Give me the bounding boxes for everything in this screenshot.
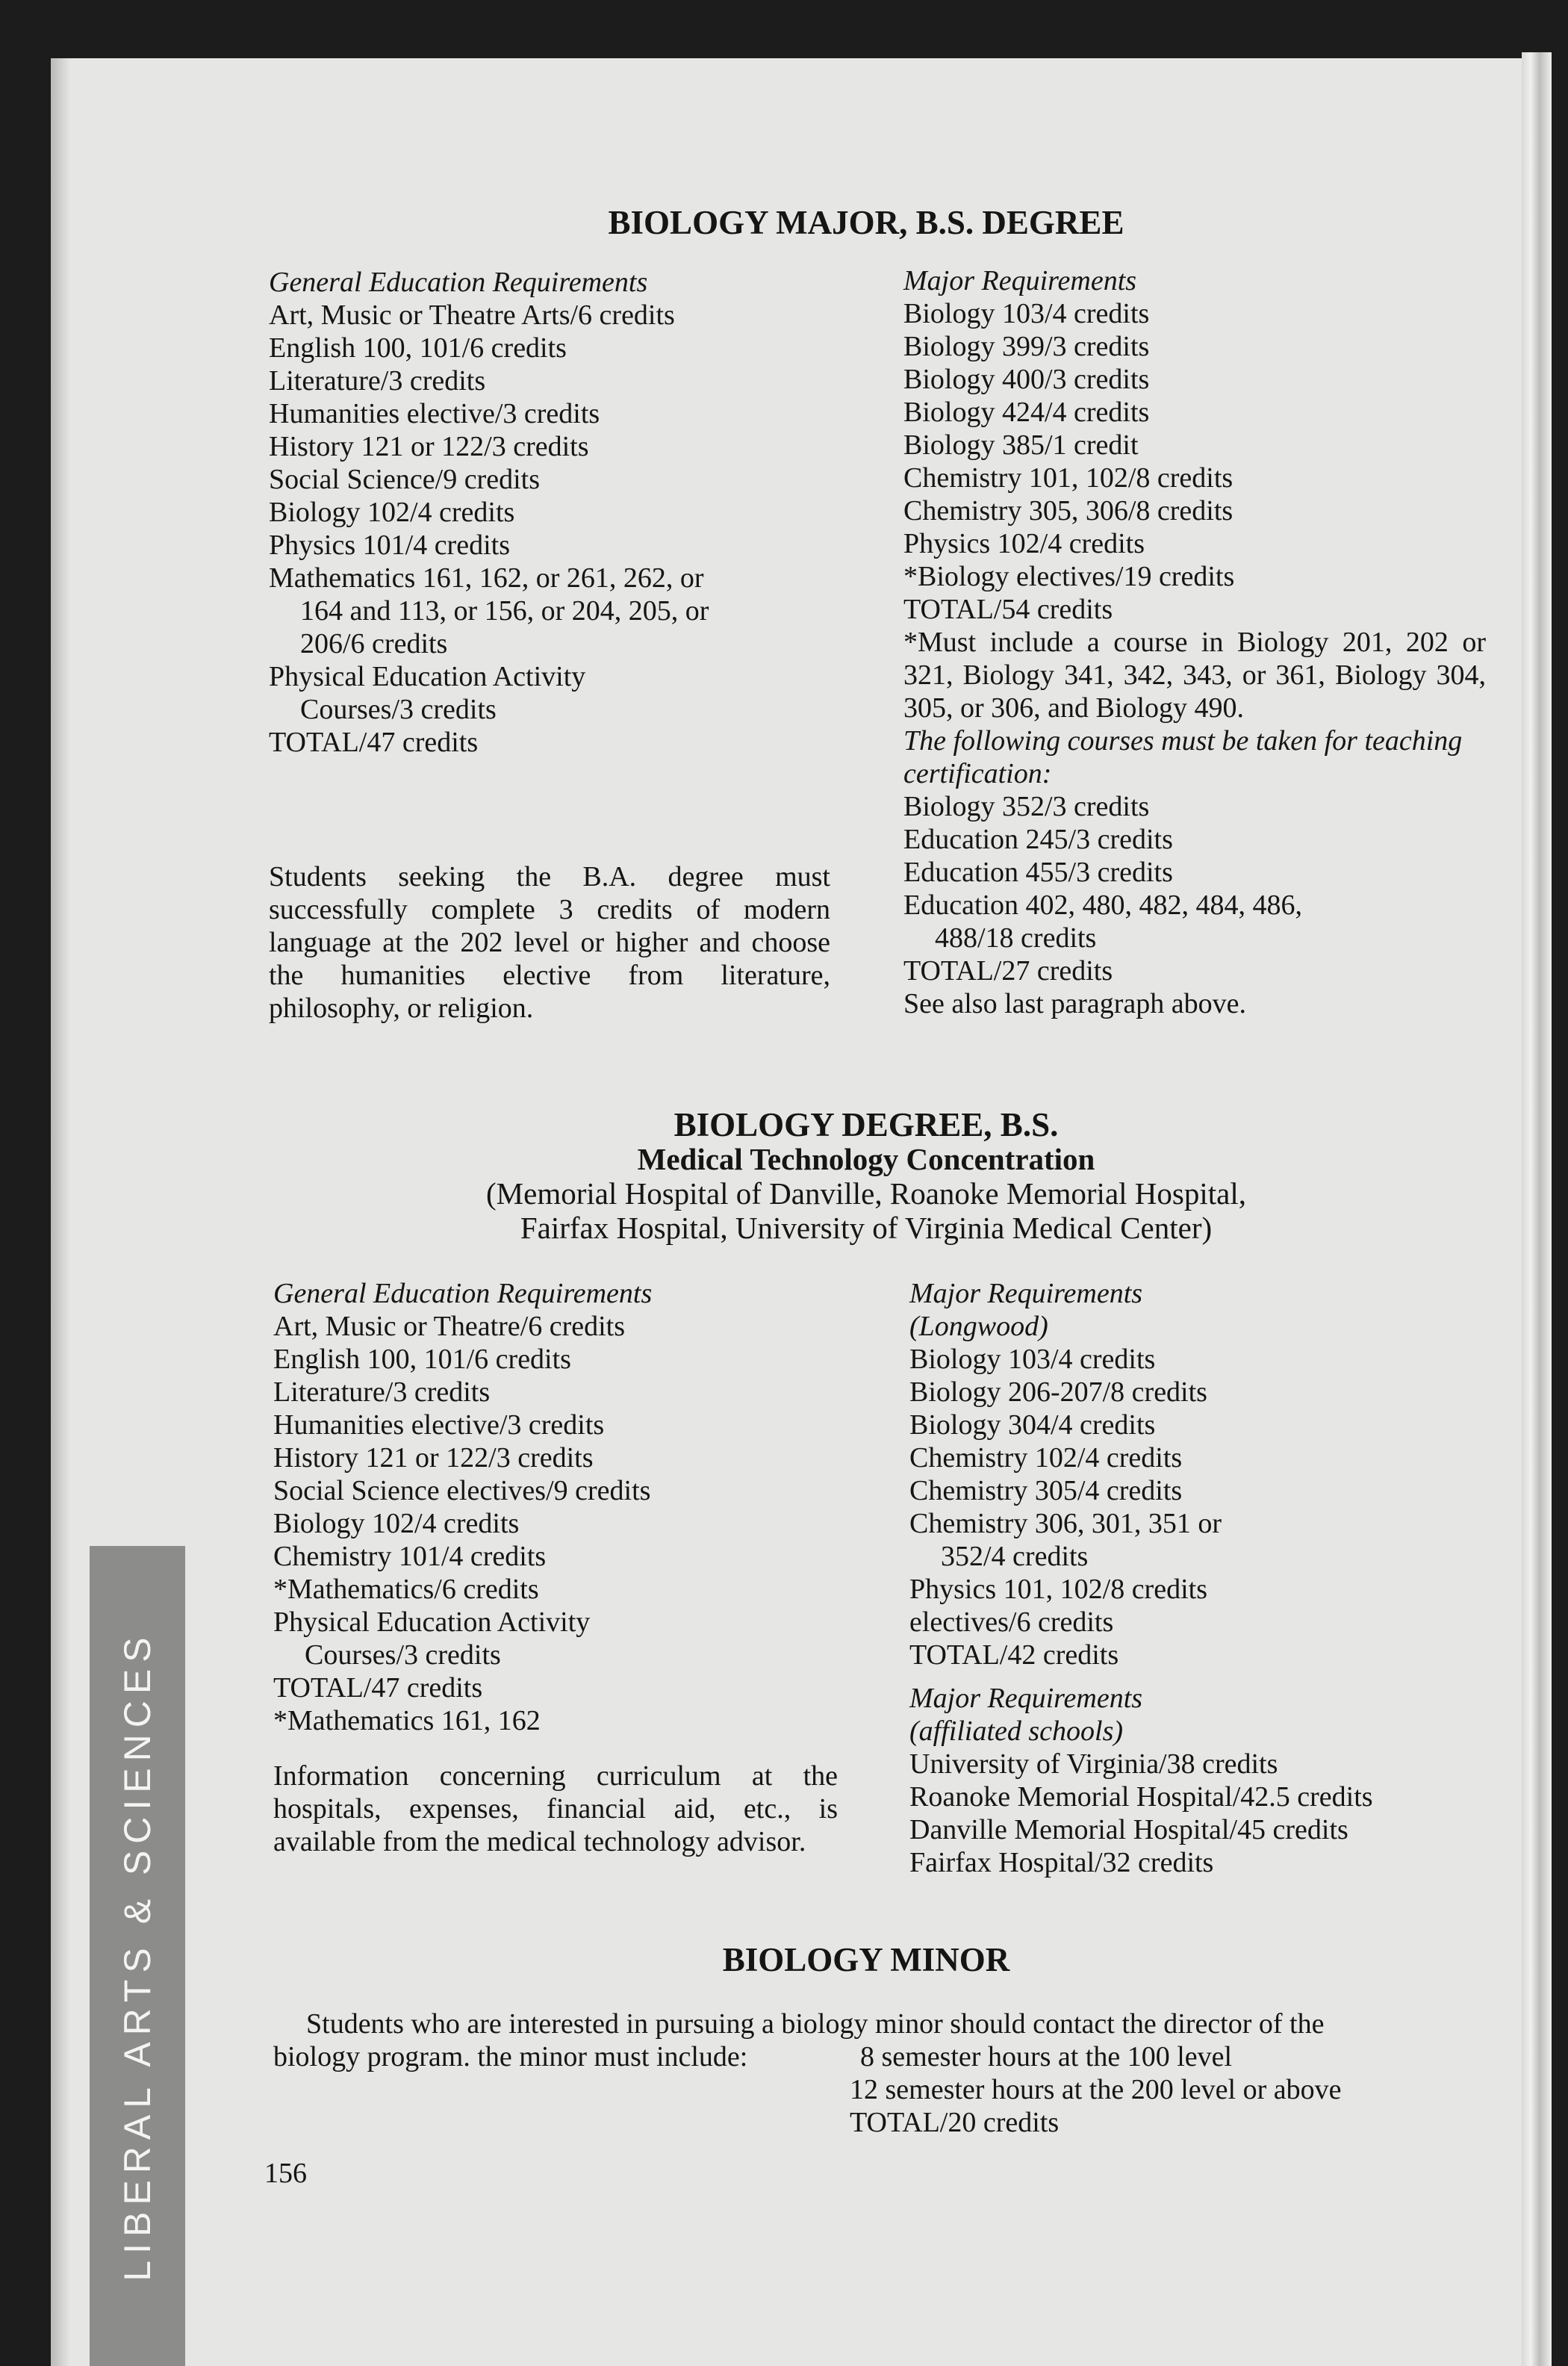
list-item: Social Science electives/9 credits — [273, 1475, 651, 1506]
gen-ed-requirements-2 — [273, 1277, 841, 1737]
list-item: Biology 206-207/8 credits — [909, 1376, 1207, 1408]
list-item: Humanities elective/3 credits — [269, 398, 600, 429]
section-subtitle-medtech: Medical Technology Concentration — [637, 1142, 1095, 1176]
list-item: Education 245/3 credits — [903, 824, 1173, 855]
list-item: Physics 101, 102/8 credits — [909, 1574, 1207, 1605]
list-item: History 121 or 122/3 credits — [269, 431, 589, 462]
list-item: TOTAL/47 credits — [273, 1672, 483, 1704]
list-item: Chemistry 101/4 credits — [273, 1541, 547, 1572]
list-item: TOTAL/27 credits — [903, 955, 1113, 987]
minor-requirements — [850, 2040, 1462, 2139]
major-requirements-1 — [903, 264, 1486, 1020]
list-item: Courses/3 credits — [300, 694, 497, 725]
list-item: Art, Music or Theatre/6 credits — [273, 1311, 625, 1342]
hospitals-line-1: (Memorial Hospital of Danville, Roanoke Memorial Hospital, — [486, 1176, 1246, 1211]
list-item: 8 semester hours at the 100 level — [860, 2041, 1233, 2072]
list-item: Biology 400/3 credits — [903, 364, 1150, 395]
list-item: Danville Memorial Hospital/45 credits — [909, 1814, 1348, 1845]
section-title-biology-degree: BIOLOGY DEGREE, B.S. — [673, 1106, 1059, 1143]
list-item: Biology 102/4 credits — [269, 497, 515, 528]
list-item: Physical Education Activity — [273, 1606, 591, 1638]
list-item: Biology 385/1 credit — [903, 429, 1139, 461]
list-item: Courses/3 credits — [305, 1639, 501, 1671]
list-item: Chemistry 102/4 credits — [909, 1442, 1183, 1474]
list-item: Art, Music or Theatre Arts/6 credits — [269, 299, 675, 331]
hospitals-line-2: Fairfax Hospital, University of Virginia Medical Center) — [520, 1211, 1213, 1245]
minor-intro-line: Students who are interested in pursuing a biology minor should contact the director of the — [306, 2008, 1325, 2040]
list-item: Physical Education Activity — [269, 661, 586, 692]
page-number: 156 — [264, 2158, 307, 2189]
list-item: Humanities elective/3 credits — [273, 1409, 605, 1441]
section-title-biology-minor: BIOLOGY MINOR — [722, 1941, 1010, 1978]
list-item: *Biology electives/19 credits — [903, 561, 1235, 592]
list-item: Chemistry 101, 102/8 credits — [903, 462, 1233, 494]
column-heading: Major Requirements — [909, 1278, 1143, 1309]
list-item: Chemistry 306, 301, 351 or — [909, 1508, 1222, 1539]
list-item: Chemistry 305/4 credits — [909, 1475, 1183, 1506]
list-item: Biology 424/4 credits — [903, 397, 1150, 428]
side-tab-label: LIBERAL ARTS & SCIENCES — [116, 1630, 158, 2282]
list-item: *Mathematics 161, 162 — [273, 1705, 541, 1736]
column-heading: Major Requirements — [909, 1683, 1143, 1714]
list-item: Education 455/3 credits — [903, 857, 1173, 888]
column-subheading: (Longwood) — [909, 1311, 1048, 1342]
list-item: Literature/3 credits — [273, 1376, 491, 1408]
list-item: Mathematics 161, 162, or 261, 262, or — [269, 562, 704, 594]
list-item: Biology 102/4 credits — [273, 1508, 520, 1539]
electives-footnote: *Must include a course in Biology 201, 202 or 321, Biology 341, 342, 343, or 361, Biology 304, 305, or 306, and Biology 490. — [903, 627, 1486, 724]
section-title-biology-major: BIOLOGY MAJOR, B.S. DEGREE — [608, 204, 1124, 241]
list-item: electives/6 credits — [909, 1606, 1114, 1638]
column-heading: General Education Requirements — [273, 1278, 653, 1309]
list-item: Biology 103/4 credits — [909, 1344, 1156, 1375]
teaching-certification-heading: The following courses must be taken for teaching certification: — [903, 725, 1463, 789]
list-item: Literature/3 credits — [269, 365, 486, 397]
list-item: Biology 304/4 credits — [909, 1409, 1156, 1441]
list-item: History 121 or 122/3 credits — [273, 1442, 594, 1474]
list-item: TOTAL/42 credits — [909, 1639, 1119, 1671]
medtech-info-note: Information concerning curriculum at the hospitals, expenses, financial aid, etc., is available from the medical technology advisor. — [273, 1760, 838, 1857]
list-item: Biology 399/3 credits — [903, 331, 1150, 362]
ba-degree-note: Students seeking the B.A. degree must successfully complete 3 credits of modern language at the 202 level or higher and choose the humanities elective from literature, philosophy, or religion. — [269, 861, 830, 1024]
list-item: Biology 352/3 credits — [903, 791, 1150, 822]
list-item: Education 402, 480, 482, 484, 486, — [903, 889, 1303, 921]
list-item: Physics 101/4 credits — [269, 530, 510, 561]
column-heading: Major Requirements — [903, 265, 1137, 296]
list-item: *Mathematics/6 credits — [273, 1574, 539, 1605]
list-item: TOTAL/20 credits — [850, 2107, 1060, 2138]
gen-ed-requirements-1 — [269, 266, 836, 759]
column-heading: General Education Requirements — [269, 267, 648, 298]
section-side-tab — [90, 1546, 185, 2366]
page-binding-shadow — [51, 58, 70, 2366]
list-item: TOTAL/47 credits — [269, 727, 479, 758]
list-item: 12 semester hours at the 200 level or above — [850, 2074, 1342, 2105]
list-item: Roanoke Memorial Hospital/42.5 credits — [909, 1781, 1373, 1813]
page-edges — [1522, 52, 1552, 2366]
list-item: English 100, 101/6 credits — [273, 1344, 571, 1375]
minor-intro-line-2: biology program. the minor must include: — [273, 2041, 748, 2072]
list-item: Chemistry 305, 306/8 credits — [903, 495, 1233, 527]
list-item: English 100, 101/6 credits — [269, 332, 567, 364]
list-item: Social Science/9 credits — [269, 464, 540, 495]
list-item: 164 and 113, or 156, or 204, 205, or — [300, 595, 709, 627]
list-item: University of Virginia/38 credits — [909, 1748, 1278, 1780]
list-item: Physics 102/4 credits — [903, 528, 1145, 559]
major-requirements-longwood — [909, 1277, 1477, 1879]
column-subheading: (affiliated schools) — [909, 1715, 1124, 1747]
list-item: Fairfax Hospital/32 credits — [909, 1847, 1214, 1878]
list-item: Biology 103/4 credits — [903, 298, 1150, 329]
list-item: TOTAL/54 credits — [903, 594, 1113, 625]
list-item: 352/4 credits — [941, 1541, 1089, 1572]
list-item: 488/18 credits — [935, 922, 1097, 954]
list-item: 206/6 credits — [300, 628, 448, 659]
see-also-note: See also last paragraph above. — [903, 988, 1246, 1019]
